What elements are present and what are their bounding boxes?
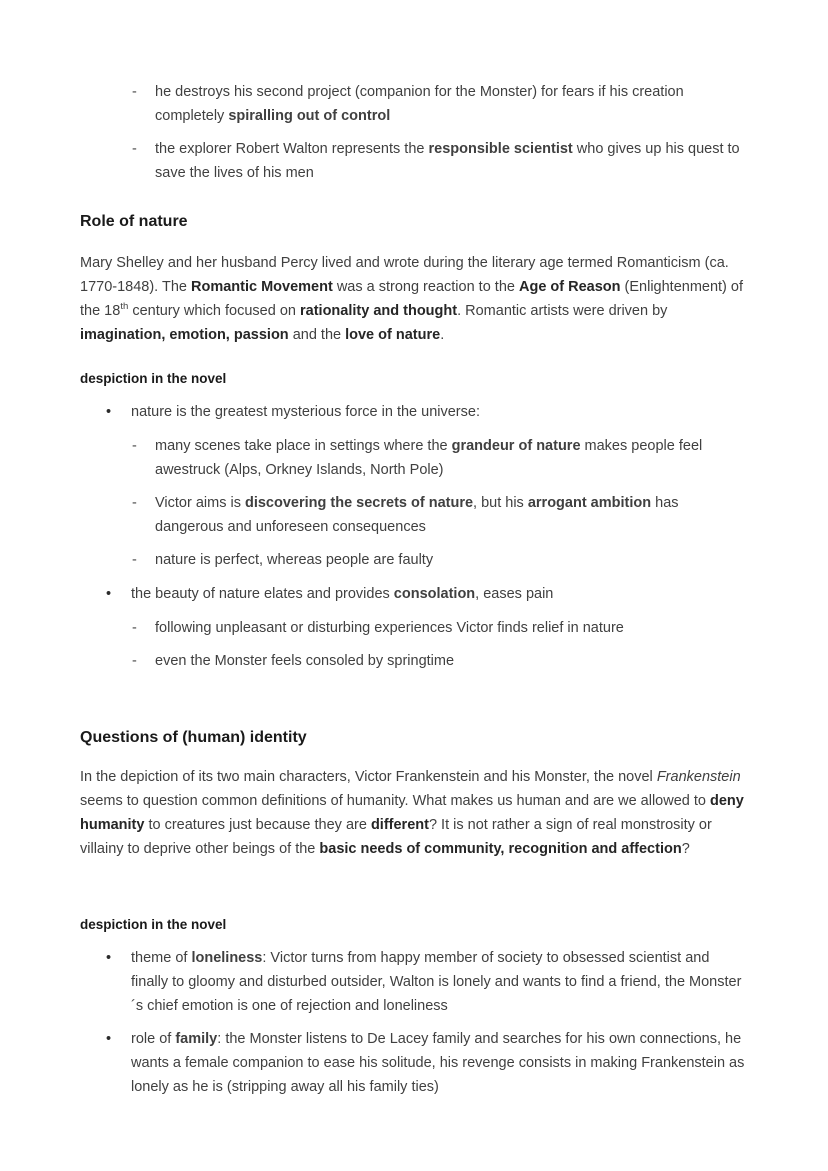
list-item	[80, 616, 748, 640]
list-item-text: many scenes take place in settings where the grandeur of nature makes people feel awestruck (Alps, Orkney Islands, North Pole)	[155, 438, 703, 478]
dash-marker: -	[132, 84, 137, 100]
top-dash-list	[80, 80, 748, 185]
list-item-text: the beauty of nature elates and provides consolation, eases pain	[131, 586, 554, 602]
dash-marker: -	[132, 438, 137, 454]
dash-marker: -	[132, 552, 137, 568]
list-item-text: he destroys his second project (companion for the Monster) for fears if his creation completely spiralling out of control	[155, 84, 684, 124]
list-item-text: the explorer Robert Walton represents the responsible scientist who gives up his quest to save the lives of his men	[155, 141, 740, 181]
spacer	[80, 185, 748, 211]
spacer	[80, 673, 748, 727]
list-item	[80, 137, 748, 185]
list-item-text: following unpleasant or disturbing experiences Victor finds relief in nature	[155, 620, 624, 636]
sub-heading-despiction-identity: despiction in the novel	[80, 917, 227, 932]
page-title-role-of-nature: Role of nature	[80, 213, 188, 230]
list-item-text: even the Monster feels consoled by springtime	[155, 653, 455, 669]
list-item	[80, 582, 748, 606]
dash-marker: -	[132, 495, 137, 511]
sub-heading-despiction-nature: despiction in the novel	[80, 371, 227, 386]
paragraph-romanticism: Mary Shelley and her husband Percy lived and wrote during the literary age termed Romanticism (ca. 1770-1848). The Romantic Movement was a strong reaction to the Age of Reason (Enlightenment) of the 18th century which focused on rationality and thought. Romantic artists were driven by imagination, emotion, passion and the love of nature.	[80, 255, 744, 343]
list-item	[80, 1027, 748, 1099]
list-item-text: role of family: the Monster listens to De Lacey family and searches for his own connections, he wants a female companion to ease his solitude, his revenge consists in making Frankenstein as lonely as he is (stripping away all his family ties)	[131, 1031, 745, 1095]
spacer	[80, 233, 748, 251]
spacer	[80, 572, 748, 582]
list-item-text: nature is the greatest mysterious force in the universe:	[131, 404, 480, 420]
nature-sub-list-2	[80, 616, 748, 673]
list-item	[80, 400, 748, 424]
spacer	[80, 388, 748, 400]
list-item	[80, 434, 748, 482]
spacer	[80, 424, 748, 434]
nature-sub-list-1	[80, 434, 748, 572]
spacer	[80, 861, 748, 915]
nature-bullet-list-2	[80, 582, 748, 606]
bullet-marker: •	[106, 1031, 112, 1047]
dash-marker: -	[132, 653, 137, 669]
bullet-marker: •	[106, 404, 112, 420]
bullet-marker: •	[106, 586, 112, 602]
list-item-text: nature is perfect, whereas people are faulty	[155, 552, 434, 568]
list-item	[80, 946, 748, 1018]
list-item	[80, 649, 748, 673]
nature-bullet-list	[80, 400, 748, 424]
spacer	[80, 606, 748, 616]
dash-marker: -	[132, 141, 137, 157]
page-title-questions-of-identity: Questions of (human) identity	[80, 729, 307, 746]
spacer	[80, 749, 748, 765]
list-item	[80, 80, 748, 128]
paragraph-identity: In the depiction of its two main characters, Victor Frankenstein and his Monster, the novel Frankenstein seems to question common definitions of humanity. What makes us human and are we allowed to deny humanity to creatures just because they are different? It is not rather a sign of real monstrosity or villainy to deprive other beings of the basic needs of community, recognition and affection?	[80, 769, 744, 857]
document-content	[80, 80, 748, 1099]
list-item-text: theme of loneliness: Victor turns from happy member of society to obsessed scientist and finally to gloomy and disturbed outsider, Walton is lonely and wants to find a friend, the Monster´s chief emotion is one of rejection and loneliness	[131, 950, 742, 1014]
dash-marker: -	[132, 620, 137, 636]
list-item	[80, 491, 748, 539]
spacer	[80, 347, 748, 369]
bullet-marker: •	[106, 950, 112, 966]
list-item-text: Victor aims is discovering the secrets of nature, but his arrogant ambition has dangerous and unforeseen consequences	[155, 495, 679, 535]
list-item	[80, 548, 748, 572]
identity-bullet-list	[80, 946, 748, 1099]
spacer	[80, 934, 748, 946]
